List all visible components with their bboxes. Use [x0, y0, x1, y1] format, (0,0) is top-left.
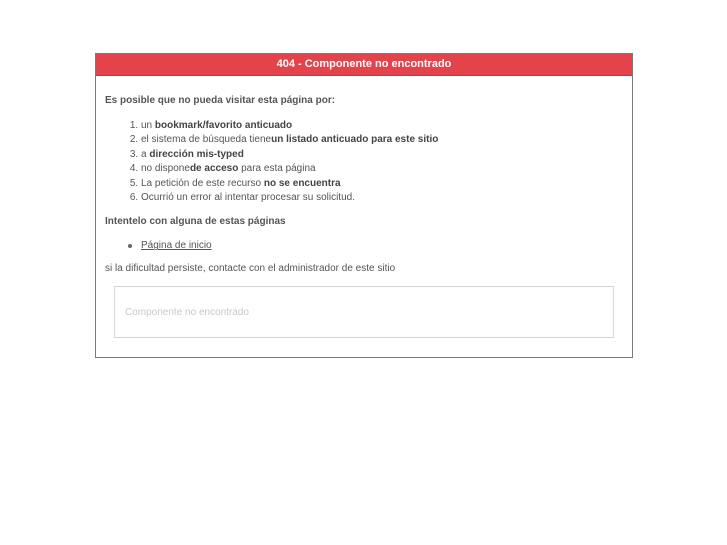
- reason-bold: un listado anticuado para este sitio: [271, 134, 439, 146]
- intro-text: Es posible que no pueda visitar esta página por:: [105, 95, 336, 106]
- reason-text: Ocurrió un error al intentar procesar su solicitud.: [141, 192, 355, 204]
- reason-item: [141, 119, 623, 133]
- home-page-link[interactable]: Página de inicio: [141, 240, 212, 252]
- reason-bold: bookmark/favorito anticuado: [154, 120, 293, 131]
- reason-item: [141, 162, 623, 176]
- reason-text: a: [141, 148, 150, 160]
- reason-text: La petición de este recurso: [141, 177, 264, 189]
- pages-list: [105, 239, 623, 253]
- page-link-item: [141, 239, 623, 253]
- reason-item: [141, 177, 623, 191]
- reason-item: [141, 191, 623, 205]
- reason-bold: de acceso: [189, 163, 239, 175]
- persist-text: si la dificultad persiste, contacte con el administrador de este sitio: [105, 263, 396, 275]
- error-title: 404 - Componente no encontrado: [96, 54, 632, 76]
- error-message-box: Componente no encontrado: [114, 286, 614, 338]
- reasons-list: [105, 119, 623, 205]
- reason-text: el sistema de búsqueda tiene: [141, 134, 272, 146]
- reason-text: un: [141, 120, 155, 131]
- reason-text: no dispone: [141, 163, 190, 175]
- reason-bold: no se encuentra: [263, 177, 341, 189]
- bullet-icon: [128, 244, 132, 248]
- reason-item: [141, 133, 623, 147]
- reason-bold: dirección mis-typed: [149, 148, 244, 160]
- error-content: [96, 95, 632, 274]
- reason-text: para esta página: [238, 163, 316, 175]
- reason-item: [141, 148, 623, 162]
- try-heading: Intentelo con alguna de estas páginas: [105, 216, 286, 228]
- error-panel: [95, 53, 633, 358]
